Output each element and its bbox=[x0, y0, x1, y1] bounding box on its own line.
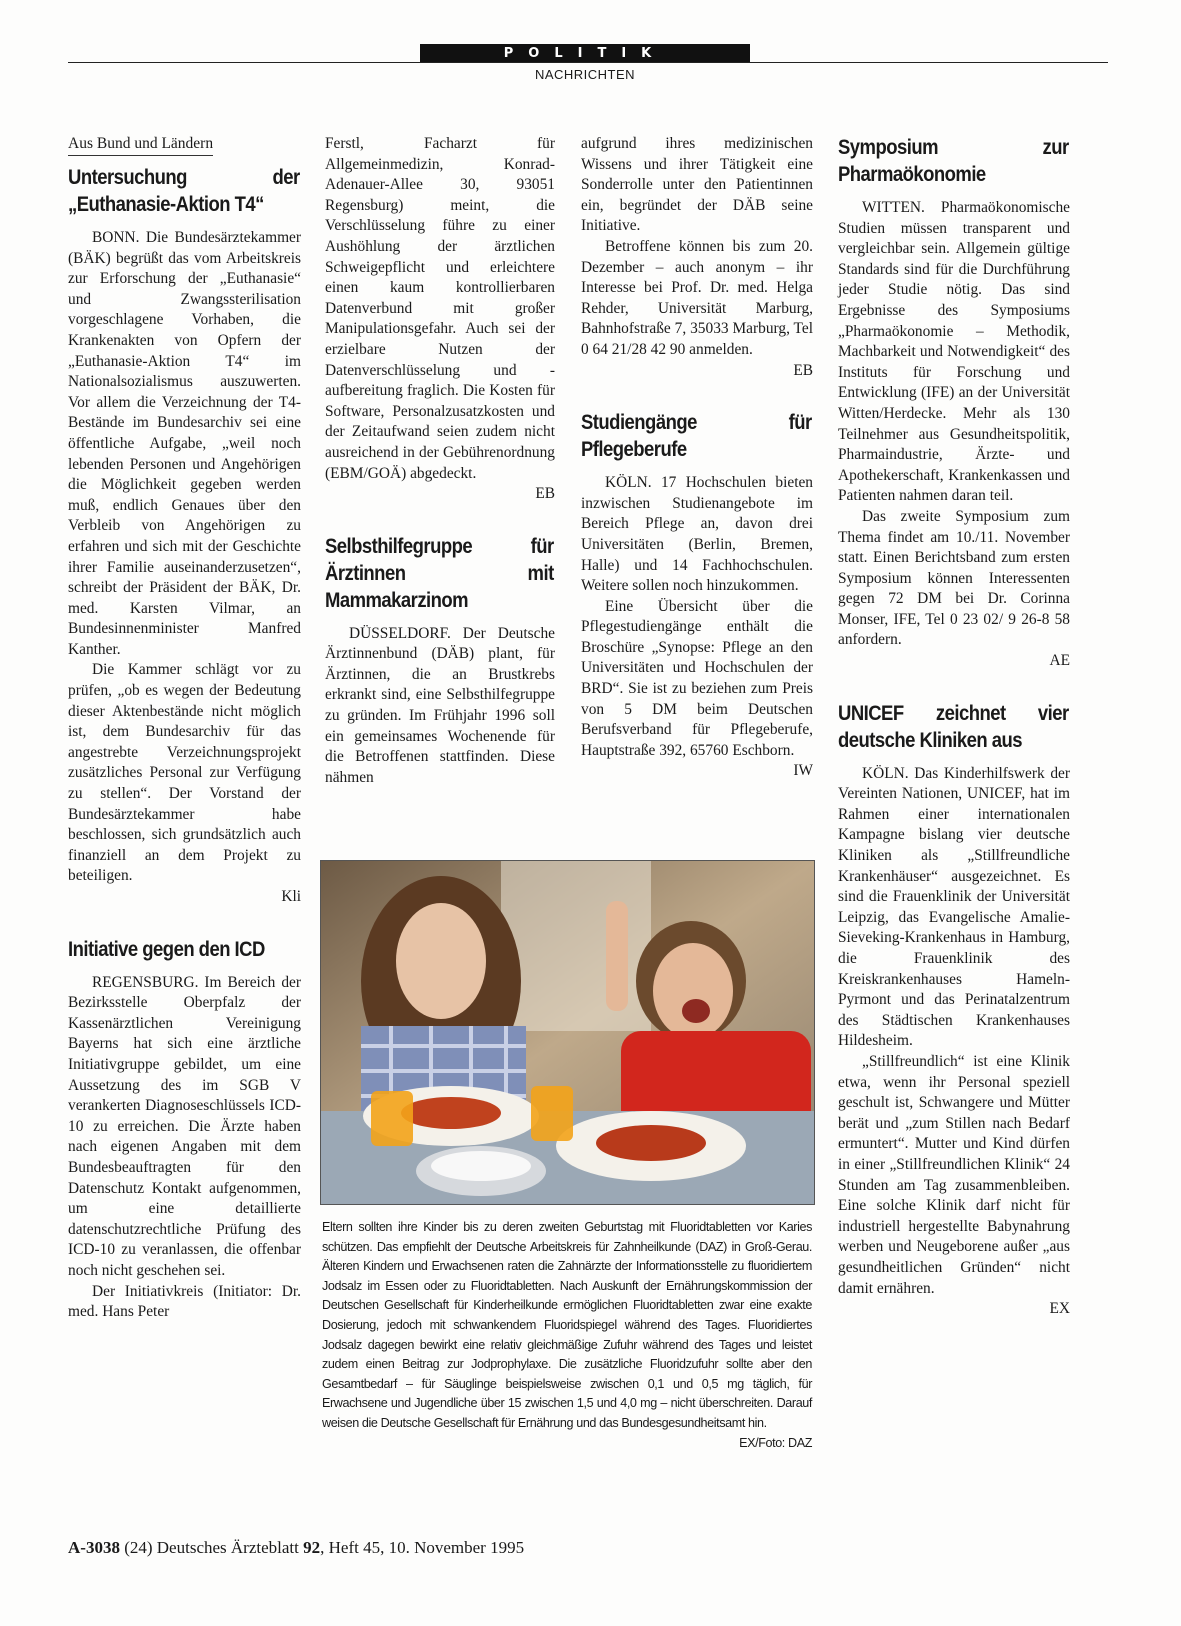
headline-euthanasie: Untersuchung der „Euthanasie-Aktion T4“ bbox=[68, 166, 300, 216]
photo-children-spaghetti bbox=[320, 860, 815, 1205]
author-signature: Kli bbox=[281, 888, 301, 905]
article-paragraph: KÖLN. Das Kinderhilfswerk der Vereinten Nationen, UNICEF, hat im Rahmen einer internationalen Kampagne bislang vier deutsche Kliniken als „Stillfreundliche Krankenhäuser“ ausgezeichnet. Es sind die Frauenklinik der Universität Leipzig, das Evangelische Amalie-Sieveking-Krankenhaus in Hamburg, die Frauenklinik des Kreiskrankenhauses Hameln-Pyrmont und das Perinatalzentrum des Städtischen Krankenhauses Hildesheim. bbox=[838, 764, 1070, 1050]
headline-symposium: Symposium zur Pharmaökonomie bbox=[838, 136, 1069, 186]
article-paragraph: REGENSBURG. Im Bereich der Bezirksstelle Oberpfalz der Kassenärztlichen Vereinigung Bayerns hat sich eine ärztliche Initiativgruppe gebildet, um eine Aussetzung des im SGB V verankerten Diagnoseschlüssels ICD-10 zu erreichen. Die Ärzte haben nach eigenen Angaben mit dem Bundesbeauftragten für den Datenschutz Kontakt aufgenommen, um eine detaillierte datenschutzrechtliche Prüfung des ICD-10 zu veranlassen, die offenbar noch nicht geschehen sei. bbox=[68, 973, 301, 1279]
article-paragraph: Eine Übersicht über die Pflegestudiengänge enthält die Broschüre „Synopse: Pflege an den Universitäten und Hochschulen der BRD“. Sie ist zu beziehen zum Preis von 5 DM beim Deutschen Berufsverband für Pflegeberufe, Hauptstraße 392, 65760 Eschborn. bbox=[581, 597, 813, 759]
author-signature: IW bbox=[793, 762, 813, 780]
article-paragraph: Der Initiativkreis (Initiator: Dr. med. Hans Peter bbox=[68, 1282, 301, 1321]
photo-illustration bbox=[321, 861, 815, 1205]
journal-volume: 92 bbox=[303, 1538, 321, 1557]
photo-caption bbox=[322, 1218, 812, 1453]
author-signature: EB bbox=[793, 361, 813, 379]
author-signature: EX bbox=[1049, 1300, 1070, 1318]
author-signature: EB bbox=[535, 485, 555, 503]
column-4 bbox=[838, 134, 1070, 1320]
article-paragraph: DÜSSELDORF. Der Deutsche Ärztinnenbund (DÄB) plant, für Ärztinnen, die an Brustkrebs erkrankt sind, eine Selbsthilfegruppe zu gründen. Im Frühjahr 1996 soll ein gemeinsames Wochenende für die Betroffenen stattfinden. Diese nähmen bbox=[325, 624, 555, 786]
kicker: Aus Bund und Ländern bbox=[68, 135, 213, 156]
headline-selbsthilfe: Selbsthilfegruppe für Ärztinnen mit Mammakarzinom bbox=[325, 534, 554, 612]
article-paragraph: Die Kammer schlägt vor zu prüfen, „ob es wegen der Bedeutung dieser Aktenbestände nicht möglich ist, dem Bundesarchiv für das angestrebte Verzeichnungsprojekt zusätzliches Personal zur Verfügung zu stellen“. Der Vorstand der Bundesärztekammer habe beschlossen, sich grundsätzlich auch finanziell an dem Projekt zu beteiligen. bbox=[68, 661, 301, 885]
author-signature: AE bbox=[1049, 652, 1070, 670]
article-paragraph: KÖLN. 17 Hochschulen bieten inzwischen Studienangebote im Bereich Pflege an, davon drei Universitäten (Berlin, Bremen, Halle) und 14 Fachhochschulen. Weitere sollen noch hinzukommen. bbox=[581, 474, 813, 595]
article-paragraph: „Stillfreundlich“ ist eine Klinik etwa, wenn ihr Personal speziell geschult ist, Schwangere und Mütter berät und „zum Stillen nach Bedarf ermuntert“. Mutter und Kind dürfen in einer „Stillfreundlichen Klinik“ 24 Stunden am Tag zusammenbleiben. Eine solche Klinik darf nicht für industriell hergestellte Babynahrung werben und Neugeborene außer „aus gesundheitlichen Gründen“ nicht damit ernähren. bbox=[838, 1052, 1070, 1297]
article-paragraph: Ferstl, Facharzt für Allgemeinmedizin, Konrad-Adenauer-Allee 30, 93051 Regensburg) meint, die Verschlüsselung führe zu einer Aushöhlung der ärztlichen Schweigepflicht und erleichtere einen kaum kontrollierbaren Datenverbund mit großer Manipulationsgefahr. Auch sei der erzielbare Nutzen der Datenverschlüsselung und -aufbereitung fraglich. Die Kosten für Software, Personalzusatzkosten und der Zeitaufwand seien zudem nicht ausreichend in der Gebührenordnung (EBM/GOÄ) abgedeckt. bbox=[325, 135, 555, 482]
article-paragraph: WITTEN. Pharmaökonomische Studien müssen transparent und vergleichbar sein. Allgemein gültige Standards sind für die Durchführung jeder Studie nötig. Das sind Ergebnisse des Symposiums „Pharmaökonomie – Methodik, Machbarkeit und Notwendigkeit“ des Instituts für Forschung und Entwicklung (IFE) an der Universität Witten/Herdecke. Mehr als 130 Teilnehmer aus Gesundheitspolitik, Pharmaindustrie, Ärzte- und Apothekerschaft, Krankenkassen und Patienten nahmen daran teil. bbox=[838, 199, 1070, 505]
column-1 bbox=[68, 134, 301, 1323]
column-2 bbox=[325, 134, 555, 788]
photo-credit: EX/Foto: DAZ bbox=[739, 1435, 812, 1450]
caption-text: Eltern sollten ihre Kinder bis zu deren zweiten Geburtstag mit Fluoridtabletten vor Karies schützen. Das empfiehlt der Deutsche Arbeitskreis für Zahnheilkunde (DAZ) in Groß-Gerau. Älteren Kindern und Erwachsenen raten die Zahnärzte der Informationsstelle zu fluoridiertem Jodsalz im Essen oder zu Fluoridtabletten. Nach Auskunft der Ernährungskommission der Deutschen Gesellschaft für Kinderheilkunde ermöglichen Fluoridtabletten zwar eine exakte Dosierung, jedoch mit schwankendem Fluoridspiegel während des Tages. Fluoridiertes Jodsalz dagegen bewirkt eine relativ gleichmäßige Zufuhr während des Tages und leistet zudem einen Beitrag zur Jodprophylaxe. Die zusätzliche Fluoridzufuhr sollte aber den Gesamtbedarf – für Säuglinge beispielsweise zwischen 0,1 und 0,5 mg täglich, für Erwachsene und Jugendliche über 15 zwischen 1,5 und 4,0 mg – nicht überschreiten. Darauf weisen die Deutsche Gesellschaft für Ernährung und das Bundesgesundheitsamt hin. bbox=[322, 1220, 812, 1430]
section-title: POLITIK bbox=[503, 46, 667, 61]
journal-title: Deutsches Ärzteblatt bbox=[156, 1538, 299, 1557]
page-subnumber: (24) bbox=[124, 1538, 153, 1557]
journal-issue: , Heft 45, 10. November 1995 bbox=[320, 1538, 525, 1557]
headline-icd: Initiative gegen den ICD bbox=[68, 937, 265, 961]
article-paragraph: Das zweite Symposium zum Thema findet am 10./11. November statt. Einen Berichtsband zum ersten Symposium können Interessenten gegen 72 DM bei Dr. Corinna Monser, IFE, Tel 0 23 02/ 9 26-8 58 anfordern. bbox=[838, 507, 1070, 649]
page-number: A-3038 bbox=[68, 1538, 120, 1557]
headline-unicef: UNICEF zeichnet vier deutsche Kliniken aus bbox=[838, 701, 1069, 752]
article-paragraph: BONN. Die Bundesärztekammer (BÄK) begrüßt das vom Arbeitskreis zur Erforschung der „Euthanasie“ und Zwangssterilisation vorgeschlagene Vorhaben, die Krankenakten von Opfern der „Euthanasie-Aktion T4“ im Nationalsozialismus auszuwerten. Vor allem die Verzeichnung der T4-Bestände im Bundesarchiv sei eine öffentliche Aufgabe, „weil noch lebenden Personen und Angehörigen die Möglichkeit gegeben werden muß, endlich Genaues über den Verbleib von Angehörigen zu erfahren und sich mit der Geschichte ihrer Familie auseinanderzusetzen“, schreibt der Präsident der BÄK, Dr. med. Karsten Vilmar, an Bundesinnenminister Manfred Kanther. bbox=[68, 229, 301, 658]
subsection-title: NACHRICHTEN bbox=[534, 67, 636, 82]
column-3 bbox=[581, 134, 813, 782]
header-rule bbox=[68, 62, 1108, 63]
article-paragraph: Betroffene können bis zum 20. Dezember – auch anonym – ihr Interesse bei Prof. Dr. med. Helga Rehder, Universität Marburg, Bahnhofstraße 7, 35033 Marburg, Tel 0 64 21/28 42 90 anmelden. bbox=[581, 237, 813, 358]
headline-studiengaenge: Studiengänge für Pflegeberufe bbox=[581, 411, 812, 462]
article-paragraph: aufgrund ihres medizinischen Wissens und ihrer Tätigkeit eine Sonderrolle unter den Patientinnen ein, begründet der DÄB seine Initiative. bbox=[581, 135, 813, 235]
section-bar bbox=[420, 44, 750, 63]
page-footer bbox=[68, 1538, 524, 1558]
